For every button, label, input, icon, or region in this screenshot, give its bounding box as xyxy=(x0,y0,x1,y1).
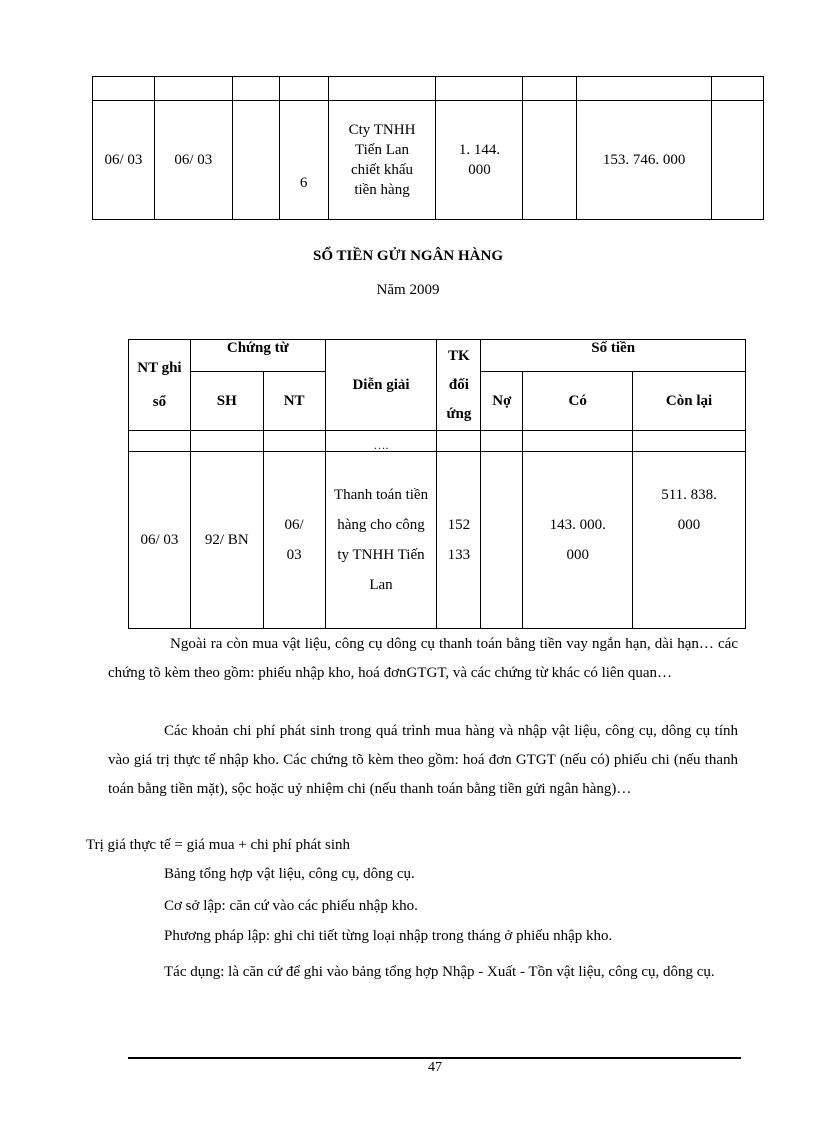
header-co: Có xyxy=(523,372,633,431)
effect-line xyxy=(108,958,738,987)
balance-cell: 153. 746. 000 xyxy=(577,101,712,220)
table-row xyxy=(129,452,746,629)
table-row xyxy=(93,101,764,220)
basis-line: Cơ sở lập: căn cứ vào các phiếu nhập kho. xyxy=(164,898,418,914)
header-nt: NT xyxy=(263,372,325,431)
sh-cell: 92/ BN xyxy=(190,452,263,629)
ledger-title: SỔ TIỀN GỬI NGÂN HÀNG xyxy=(312,248,504,264)
formula-line: Trị giá thực tế = giá mua + chi phí phát sinh xyxy=(86,837,351,853)
paragraph-text: Các khoản chi phí phát sinh trong quá trình mua hàng và nhập vật liệu, công cụ, dông cụ tính vào giá trị thực tế nhập kho. Các chứng tõ kèm theo gồm: hoá đơn GTGT (nếu có) phiếu chi (nếu thanh toán bằng tiền mặt), sộc hoặc uỷ nhiệm chi (nếu thanh toán bằng tiền gửi ngân hàng)… xyxy=(108,723,738,797)
tk-doi-ung-cell: 152 133 xyxy=(437,452,481,629)
header-nt-ghi-so: NT ghi sổ xyxy=(129,340,191,431)
empty-cell xyxy=(712,101,764,220)
paragraph-text: Tác dụng: là căn cứ để ghi vào bảng tổng hợp Nhập - Xuất - Tồn vật liệu, công cụ, dông cụ. xyxy=(164,964,715,980)
page-number: 47 xyxy=(428,1060,442,1075)
summary-line: Bảng tổng hợp vật liệu, công cụ, dông cụ. xyxy=(164,866,415,882)
header-chung-tu: Chứng từ xyxy=(190,340,325,372)
voucher-date-cell: 06/ 03 xyxy=(154,101,232,220)
ledger-year: Năm 2009 xyxy=(376,282,440,298)
table-row xyxy=(129,431,746,452)
con-lai-cell: 511. 838. 000 xyxy=(633,452,746,629)
description-cell: Cty TNHH Tiến Lan chiết khấu tiền hàng xyxy=(328,101,436,220)
dien-giai-cell: Thanh toán tiền hàng cho công ty TNHH Tiến Lan xyxy=(325,452,437,629)
header-so-tien: Số tiền xyxy=(481,340,746,372)
paragraph-costs xyxy=(108,717,738,804)
paragraph-text: Ngoài ra còn mua vật liệu, công cụ dông cụ thanh toán bằng tiền vay ngắn hạn, dài hạn… các chứng tõ kèm theo gồm: phiếu nhập kho, hoá đơnGTGT, và các chứng từ khác có liên quan… xyxy=(108,636,738,681)
footer-divider xyxy=(128,1057,741,1059)
date-recorded-cell: 06/ 03 xyxy=(93,101,155,220)
co-cell: 143. 000. 000 xyxy=(523,452,633,629)
bank-deposit-ledger-table xyxy=(128,339,746,629)
ellipsis-cell: …. xyxy=(325,431,437,452)
empty-cell xyxy=(523,101,577,220)
header-sh: SH xyxy=(190,372,263,431)
method-line: Phương pháp lập: ghi chi tiết từng loại nhập trong tháng ở phiếu nhập kho. xyxy=(164,928,613,944)
no-cell xyxy=(481,452,523,629)
header-dien-giai: Diễn giải xyxy=(325,340,437,431)
empty-cell xyxy=(232,101,279,220)
table-row xyxy=(93,77,764,101)
header-no: Nợ xyxy=(481,372,523,431)
header-row xyxy=(129,340,746,372)
header-con-lai: Còn lại xyxy=(633,372,746,431)
nt-cell: 06/ 03 xyxy=(263,452,325,629)
amount-cell: 1. 144. 000 xyxy=(436,101,523,220)
continuation-table xyxy=(92,76,764,220)
header-tk-doi-ung: TK đối ứng xyxy=(437,340,481,431)
page-no-cell: 6 xyxy=(279,101,328,220)
paragraph-other-purchases xyxy=(108,630,738,688)
nt-ghi-so-cell: 06/ 03 xyxy=(129,452,191,629)
